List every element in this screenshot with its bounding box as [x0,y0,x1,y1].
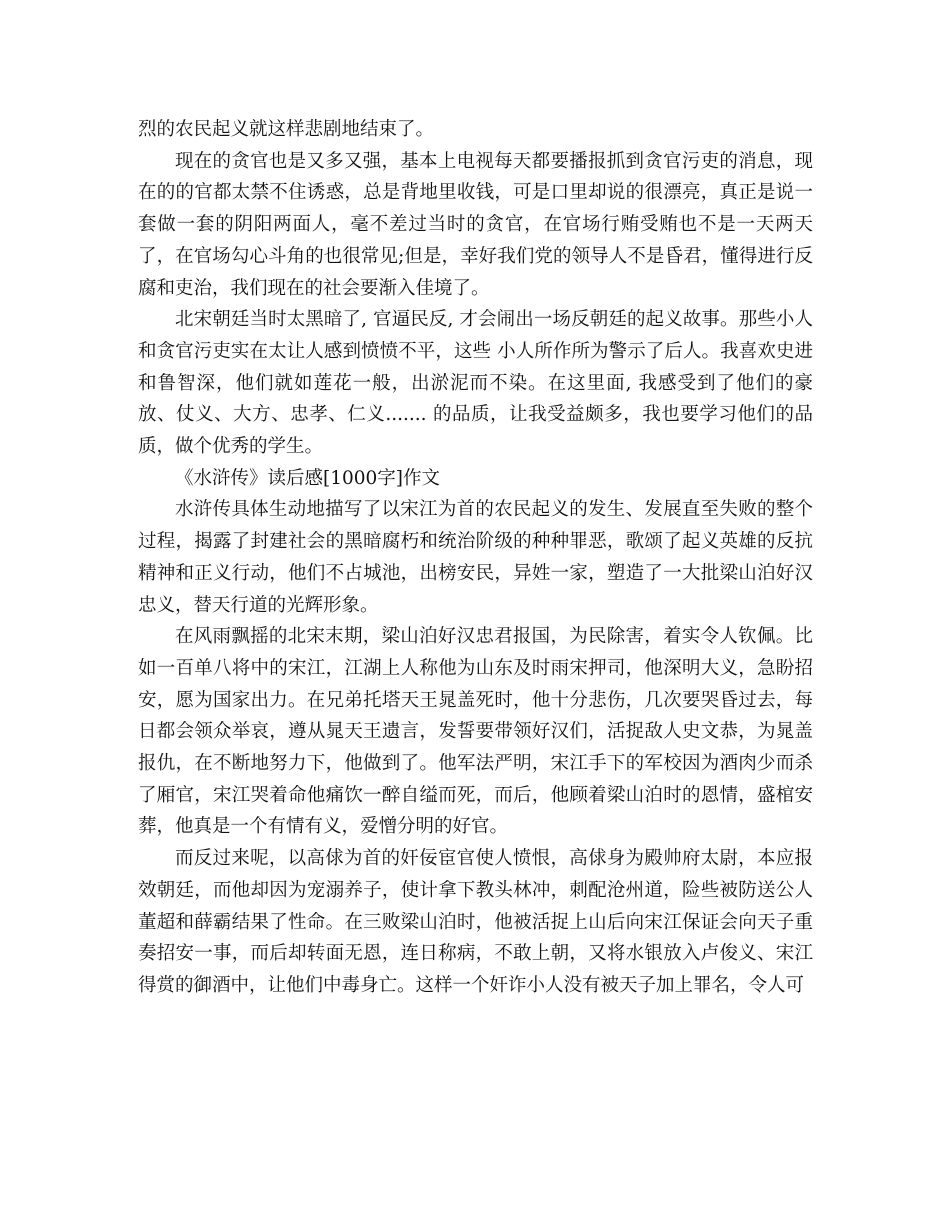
paragraph-northern-song: 北宋朝廷当时太黑暗了, 官逼民反, 才会闹出一场反朝廷的起义故事。那些小人和贪官污吏实在太让人感到愤愤不平，这些 小人所作所为警示了后人。我喜欢史进和鲁智深，他们就如莲花一般，出淤泥而不染。在这里面, 我感受到了他们的豪放、仗义、大方、忠孝、仁义....... 的品质，让我受益颇多，我也要学习他们的品质，做个优秀的学生。 [138,309,813,458]
paragraph-continuation: 烈的农民起义就这样悲剧地结束了。 [138,119,435,140]
essay-title: 《水浒传》读后感[1000字]作文 [175,467,441,489]
paragraph-gao-qiu: 而反过来呢，以高俅为首的奸佞宦官使人愤恨，高俅身为殿帅府太尉，本应报效朝廷，而他却因为宠溺养子，使计拿下教头林冲，刺配沧州道，险些被防送公人董超和薛霸结果了性命。在三败梁山泊时，他被活捉上山后向宋江保证会向天子重奏招安一事，而后却转面无恩，连日称病，不敢上朝，又将水银放入卢俊义、宋江得赏的御酒中，让他们中毒身亡。这样一个奸诈小人没有被天子加上罪名，令人可 [138,848,813,996]
paragraph-song-jiang: 在风雨飘摇的北宋末期，梁山泊好汉忠君报国，为民除害，着实令人钦佩。比如一百单八将中的宋江，江湖上人称他为山东及时雨宋押司，他深明大义，急盼招安，愿为国家出力。在兄弟托塔天王晁盖死时，他十分悲伤，几次要哭昏过去，每日都会领众举哀，遵从晁天王遗言，发誓要带领好汉们，活捉敌人史文恭，为晁盖报仇，在不断地努力下，他做到了。他军法严明，宋江手下的军校因为酒肉少而杀了厢官，宋江哭着命他痛饮一醉自缢而死，而后，他顾着梁山泊时的恩情，盛棺安葬，他真是一个有情有义，爱憎分明的好官。 [138,626,813,838]
paragraph-summary: 水浒传具体生动地描写了以宋江为首的农民起义的发生、发展直至失败的整个过程，揭露了封建社会的黑暗腐朽和统治阶级的种种罪恶，歌颂了起义英雄的反抗精神和正义行动，他们不占城池，出榜安民，异姓一家，塑造了一大批梁山泊好汉忠义，替天行道的光辉形象。 [138,499,813,616]
essay-body [138,114,813,1002]
paragraph-corrupt-officials: 现在的贪官也是又多又强，基本上电视每天都要播报抓到贪官污吏的消息，现在的的官都太禁不住诱惑，总是背地里收钱，可是口里却说的很漂亮，真正是说一套做一套的阴阳两面人，毫不差过当时的贪官，在官场行贿受贿也不是一天两天了，在官场勾心斗角的也很常见;但是，幸好我们党的领导人不是昏君，懂得进行反腐和吏治，我们现在的社会要渐入佳境了。 [138,150,813,299]
